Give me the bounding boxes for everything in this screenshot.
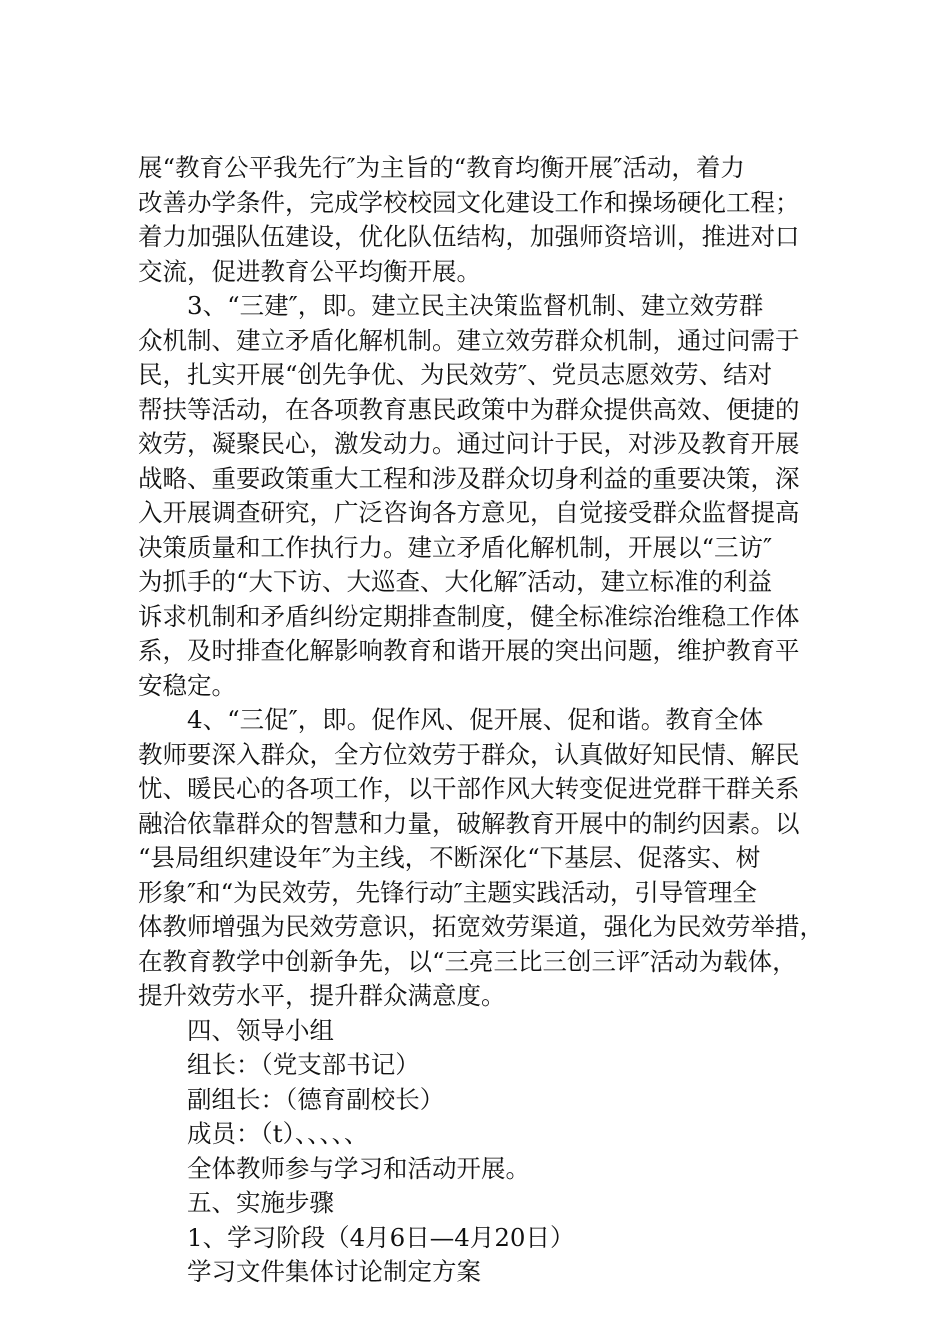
text-line: 众机制、建立矛盾化解机制。建立效劳群众机制，通过问需于 bbox=[138, 325, 800, 355]
text-line: 诉求机制和矛盾纠纷定期排查制度，健全标准综治维稳工作体 bbox=[138, 601, 800, 631]
text-line: 展“教育公平我先行″为主旨的“教育均衡开展″活动，着力 bbox=[138, 153, 745, 182]
paragraph-heading-3: 3、“三建″，即。建立民主决策监督机制、建立效劳群 bbox=[187, 291, 764, 320]
deputy-leader-line: 副组长：（德育副校长） bbox=[187, 1084, 445, 1114]
text-line: 系，及时排查化解影响教育和谐开展的突出问题，维护教育平 bbox=[138, 636, 800, 665]
text-line: 着力加强队伍建设，优化队伍结构，加强师资培训，推进对口 bbox=[138, 222, 800, 251]
text-line: 改善办学条件，完成学校校园文化建设工作和操场硬化工程； bbox=[138, 187, 800, 217]
text-line: 入开展调查研究，广泛咨询各方意见，自觉接受群众监督提高 bbox=[138, 498, 800, 527]
section-heading-steps: 五、实施步骤 bbox=[187, 1188, 334, 1217]
text-line: 形象″和“为民效劳，先锋行动″主题实践活动，引导管理全 bbox=[138, 877, 757, 907]
all-teachers-line: 全体教师参与学习和活动开展。 bbox=[187, 1153, 530, 1183]
text-line: 帮扶等活动，在各项教育惠民政策中为群众提供高效、便捷的 bbox=[138, 394, 800, 424]
text-line: 融洽依靠群众的智慧和力量，破解教育开展中的制约因素。以 bbox=[138, 808, 800, 838]
text-line: 安稳定。 bbox=[138, 670, 236, 700]
text-line: 战略、重要政策重大工程和涉及群众切身利益的重要决策，深 bbox=[138, 463, 800, 493]
text-line: 效劳，凝聚民心，激发动力。通过问计于民，对涉及教育开展 bbox=[138, 429, 800, 458]
paragraph-heading-4: 4、“三促″，即。促作风、促开展、促和谐。教育全体 bbox=[187, 705, 764, 734]
text-line: 教师要深入群众，全方位效劳于群众，认真做好知民情、解民 bbox=[138, 739, 800, 769]
text-line: 交流，促进教育公平均衡开展。 bbox=[138, 256, 481, 286]
text-line: 民，扎实开展“创先争优、为民效劳″、党员志愿效劳、结对 bbox=[138, 360, 773, 389]
members-line: 成员：（t）、、、、、 bbox=[187, 1119, 369, 1148]
text-line: 提升效劳水平，提升群众满意度。 bbox=[138, 981, 506, 1010]
team-leader-line: 组长：（党支部书记） bbox=[187, 1050, 420, 1079]
text-line: “县局组织建设年″为主线，不断深化“下基层、促落实、树 bbox=[138, 843, 761, 872]
text-line: 体教师增强为民效劳意识，拓宽效劳渠道，强化为民效劳举措， bbox=[138, 912, 824, 941]
text-line: 忧、暖民心的各项工作，以干部作风大转变促进党群干群关系 bbox=[138, 774, 800, 803]
section-heading-leadership: 四、领导小组 bbox=[187, 1015, 334, 1045]
step-1-heading: 1、学习阶段（4月6日—4月20日） bbox=[187, 1222, 575, 1252]
document-body bbox=[138, 151, 838, 1290]
step-1-content: 学习文件集体讨论制定方案 bbox=[187, 1257, 481, 1286]
text-line: 决策质量和工作执行力。建立矛盾化解机制，开展以“三访″ bbox=[138, 532, 773, 562]
text-line: 在教育教学中创新争先，以“三亮三比三创三评″活动为载体， bbox=[138, 946, 797, 976]
text-line: 为抓手的“大下访、大巡查、大化解″活动，建立标准的利益 bbox=[138, 567, 773, 596]
